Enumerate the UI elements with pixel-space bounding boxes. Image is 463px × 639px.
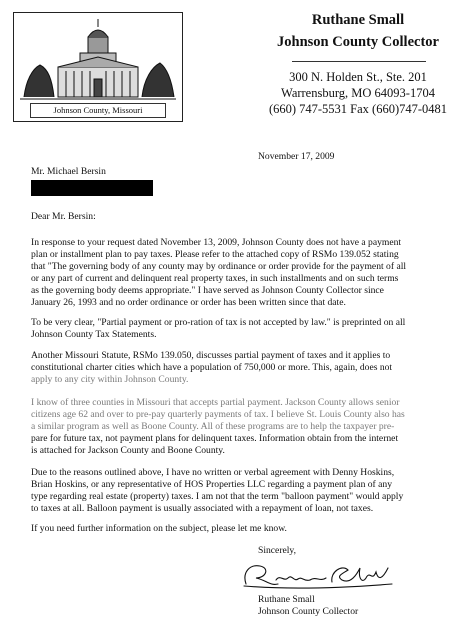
salutation: Dear Mr. Bersin: xyxy=(31,211,96,222)
collector-office: Johnson County Collector xyxy=(277,34,439,50)
address-line-2: Warrensburg, MO 64093-1704 xyxy=(281,86,435,100)
paragraph-4-line: citizens age 62 and over to pre-pay quarterly payments of tax. I believe St. Louis County also has xyxy=(31,409,405,420)
collector-name: Ruthane Small xyxy=(311,12,405,28)
logo-caption: Johnson County, Missouri xyxy=(30,103,166,118)
signer-title: Johnson County Collector xyxy=(258,606,359,617)
paragraph-5-line: Due to the reasons outlined above, I have no written or verbal agreement with Denny Hoskins, xyxy=(31,467,395,478)
paragraph-1-line: January 26, 1993 and no order ordinance or order has been written since that date. xyxy=(31,297,346,308)
paragraph-3-line: apply to any city within Johnson County. xyxy=(31,374,189,385)
paragraph-1-line: plan or installment plan to pay taxes. Please refer to the attached copy of RSMo 139.052 stating xyxy=(31,249,399,260)
letter-date: November 17, 2009 xyxy=(258,151,335,162)
paragraph-4-line: I know of three counties in Missouri that accepts partial payment. Jackson County allows senior xyxy=(31,397,400,408)
address-line-1: 300 N. Holden St., Ste. 201 xyxy=(289,70,427,84)
paragraph-5-line: Brian Hoskins, or any representative of HOS Properties LLC regarding a payment plan of any xyxy=(31,479,393,490)
header-divider xyxy=(292,61,426,62)
paragraph-2-line: To be very clear, "Partial payment or pro-ration of tax is not accepted by law." is preprinted on all xyxy=(31,317,406,328)
paragraph-4-line: pare for future tax, not payment plans for delinquent taxes. Information obtain from the internet xyxy=(31,433,399,444)
paragraph-1-line: that "The governing body of any county may by ordinance or order provide for the payment of all xyxy=(31,261,407,272)
recipient-name: Mr. Michael Bersin xyxy=(31,166,106,177)
paragraph-3-line: constitutional charter cities which have a population of 750,000 or more. This, again, does not xyxy=(31,362,393,373)
paragraph-1-line: In response to your request dated November 13, 2009, Johnson County does not have a payment xyxy=(31,237,402,248)
paragraph-3-line: Another Missouri Statute, RSMo 139.050, discusses partial payment of taxes and it applies to xyxy=(31,350,391,361)
paragraph-6-line: If you need further information on the subject, please let me know. xyxy=(31,523,287,534)
phone-fax: (660) 747-5531 Fax (660)747-0481 xyxy=(268,102,448,116)
courthouse-illustration xyxy=(18,17,178,103)
paragraph-5-line: type regarding real estate (property) taxes. I am not that the term "balloon payment" would apply xyxy=(31,491,404,502)
paragraph-1-line: as the governing body deems appropriate." I have served as Johnson County Collector since xyxy=(31,285,384,296)
redacted-address xyxy=(31,180,153,196)
paragraph-4-line: a similar program as well as Boone County. All of these programs are to help the taxpayer pre- xyxy=(31,421,395,432)
paragraph-4-line: is attached for Jackson County and Boone County. xyxy=(31,445,225,456)
county-logo xyxy=(13,12,183,122)
paragraph-2-line: Johnson County Tax Statements. xyxy=(31,329,157,340)
signer-name: Ruthane Small xyxy=(258,594,315,605)
closing: Sincerely, xyxy=(258,545,297,556)
paragraph-5-line: to taxes at all. Balloon payment is usually associated with a repayment of loan, not taxes. xyxy=(31,503,374,514)
paragraph-1-line: or any part of current and delinquent real property taxes, in such installments and on such terms xyxy=(31,273,399,284)
handwritten-signature xyxy=(232,558,397,592)
